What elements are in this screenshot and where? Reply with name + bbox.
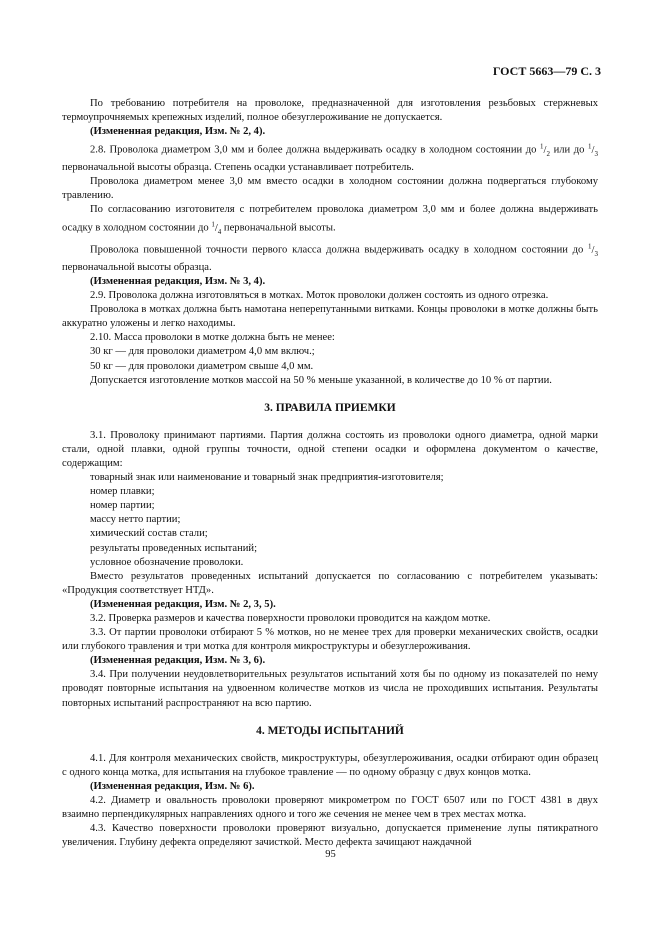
paragraph-3-4: 3.4. При получении неудовлетворительных результатов испытаний хотя бы по одному из показателей по нему проводят повторные испытания на удвоенном количестве мотков из числа не проходивших испытания. Результаты повторных испытаний распространяют на всю партию.	[62, 669, 598, 709]
fraction: $^1/_2$	[540, 142, 550, 158]
page-header: ГОСТ 5663—79 С. 3	[492, 64, 601, 78]
text-run: первоначальной высоты образца. Степень осадки устанавливает потребитель.	[62, 162, 414, 174]
paragraph-3-3: 3.3. От партии проволоки отбирают 5 % мотков, но не менее трех для проверки механических свойств, осадки или глубокого травления и три мотка для контроля микроструктуры и обезуглероживания.	[62, 627, 598, 653]
fraction: $^1/_4$	[211, 220, 222, 237]
list-item: химический состав стали;	[90, 528, 208, 540]
text-run: первоначальной высоты.	[221, 222, 336, 234]
text-run: или до	[549, 144, 589, 156]
list-item: номер партии;	[90, 500, 155, 512]
list-item: условное обозначение проволоки.	[90, 556, 244, 568]
list-item: номер плавки;	[90, 486, 155, 498]
paragraph-3-1: 3.1. Проволоку принимают партиями. Партия должна состоять из проволоки одного диаметра, одной марки стали, одной плавки, одной группы точности, одной степени осадки и оформлена документом о качестве, содержащим:	[62, 429, 598, 469]
text-run: По согласованию изготовителя с потребителем проволока диаметром 3,0 мм и более должна выдерживать осадку в холодном состоянии до	[62, 204, 598, 234]
text-run: первоначальной высоты образца.	[62, 261, 212, 273]
page-number: 95	[325, 849, 336, 860]
list-line: 30 кг — для проволоки диаметром 4,0 мм включ.;	[90, 346, 315, 358]
list-line: 50 кг — для проволоки диаметром свыше 4,0 мм.	[90, 360, 314, 372]
paragraph: Допускается изготовление мотков массой на 50 % меньше указанной, в количестве до 10 % от партии.	[90, 374, 552, 386]
list-item: результаты проведенных испытаний;	[90, 542, 258, 554]
paragraph-4-1: 4.1. Для контроля механических свойств, микроструктуры, обезуглероживания, осадки отбирают один образец с одного конца мотка, для испытания на глубокое травление — по одному образцу с двух концов мотка.	[62, 752, 598, 778]
paragraph-2-8	[62, 139, 598, 175]
paragraph-4-2: 4.2. Диаметр и овальность проволоки проверяют микрометром по ГОСТ 6507 или по ГОСТ 4381 в двух взаимно перпендикулярных направлениях одного и того же сечения не менее чем в трех местах мотка.	[62, 795, 598, 821]
fraction: $^1/_3$	[588, 142, 598, 158]
section-heading: 4. МЕТОДЫ ИСПЫТАНИЙ	[256, 724, 404, 737]
paragraph-4-3: 4.3. Качество поверхности проволоки проверяют визуально, допускается применение лупы пятикратного увеличения. Глубину дефекта определяют зачисткой. Место дефекта зачищают наждачной	[62, 823, 598, 849]
revision-note: (Измененная редакция, Изм. № 2, 3, 5).	[90, 598, 276, 610]
section-heading: 3. ПРАВИЛА ПРИЕМКИ	[264, 401, 396, 414]
list-item: массу нетто партии;	[90, 514, 181, 526]
paragraph-2-9: 2.9. Проволока должна изготовляться в мотках. Моток проволоки должен состоять из одного отрезка.	[90, 290, 549, 302]
list-item: товарный знак или наименование и товарный знак предприятия-изготовителя;	[90, 472, 444, 484]
paragraph: Проволока в мотках должна быть намотана неперепутанными витками. Концы проволоки в мотке должны быть аккуратно уложены и легко находимы.	[62, 304, 598, 330]
page-content	[62, 97, 598, 850]
revision-note: (Измененная редакция, Изм. № 3, 4).	[90, 275, 266, 287]
fraction: $^1/_3$	[588, 242, 598, 258]
paragraph: По требованию потребителя на проволоке, предназначенной для изготовления резьбовых стержневых термоупрочняемых крепежных изделий, полное обезуглероживание не допускается.	[62, 98, 598, 124]
text-run: Проволока повышенной точности первого класса должна выдерживать осадку в холодном состоянии до	[90, 244, 589, 256]
paragraph	[62, 239, 598, 275]
paragraph	[62, 203, 598, 239]
paragraph-2-10: 2.10. Масса проволоки в мотке должна быть не менее:	[90, 332, 335, 344]
revision-note: (Измененная редакция, Изм. № 2, 4).	[90, 126, 266, 138]
revision-note: (Измененная редакция, Изм. № 3, 6).	[90, 655, 266, 667]
paragraph: Проволока диаметром менее 3,0 мм вместо осадки в холодном состоянии должна подвергаться глубокому травлению.	[62, 176, 598, 202]
text-run: 2.8. Проволока диаметром 3,0 мм и более должна выдерживать осадку в холодном состоянии до	[90, 144, 541, 156]
paragraph-3-2: 3.2. Проверка размеров и качества поверхности проволоки проводится на каждом мотке.	[90, 613, 491, 625]
paragraph: Вместо результатов проведенных испытаний допускается по согласованию с потребителем указывать: «Продукция соответствует НТД».	[62, 570, 598, 596]
revision-note: (Измененная редакция, Изм. № 6).	[90, 780, 255, 792]
